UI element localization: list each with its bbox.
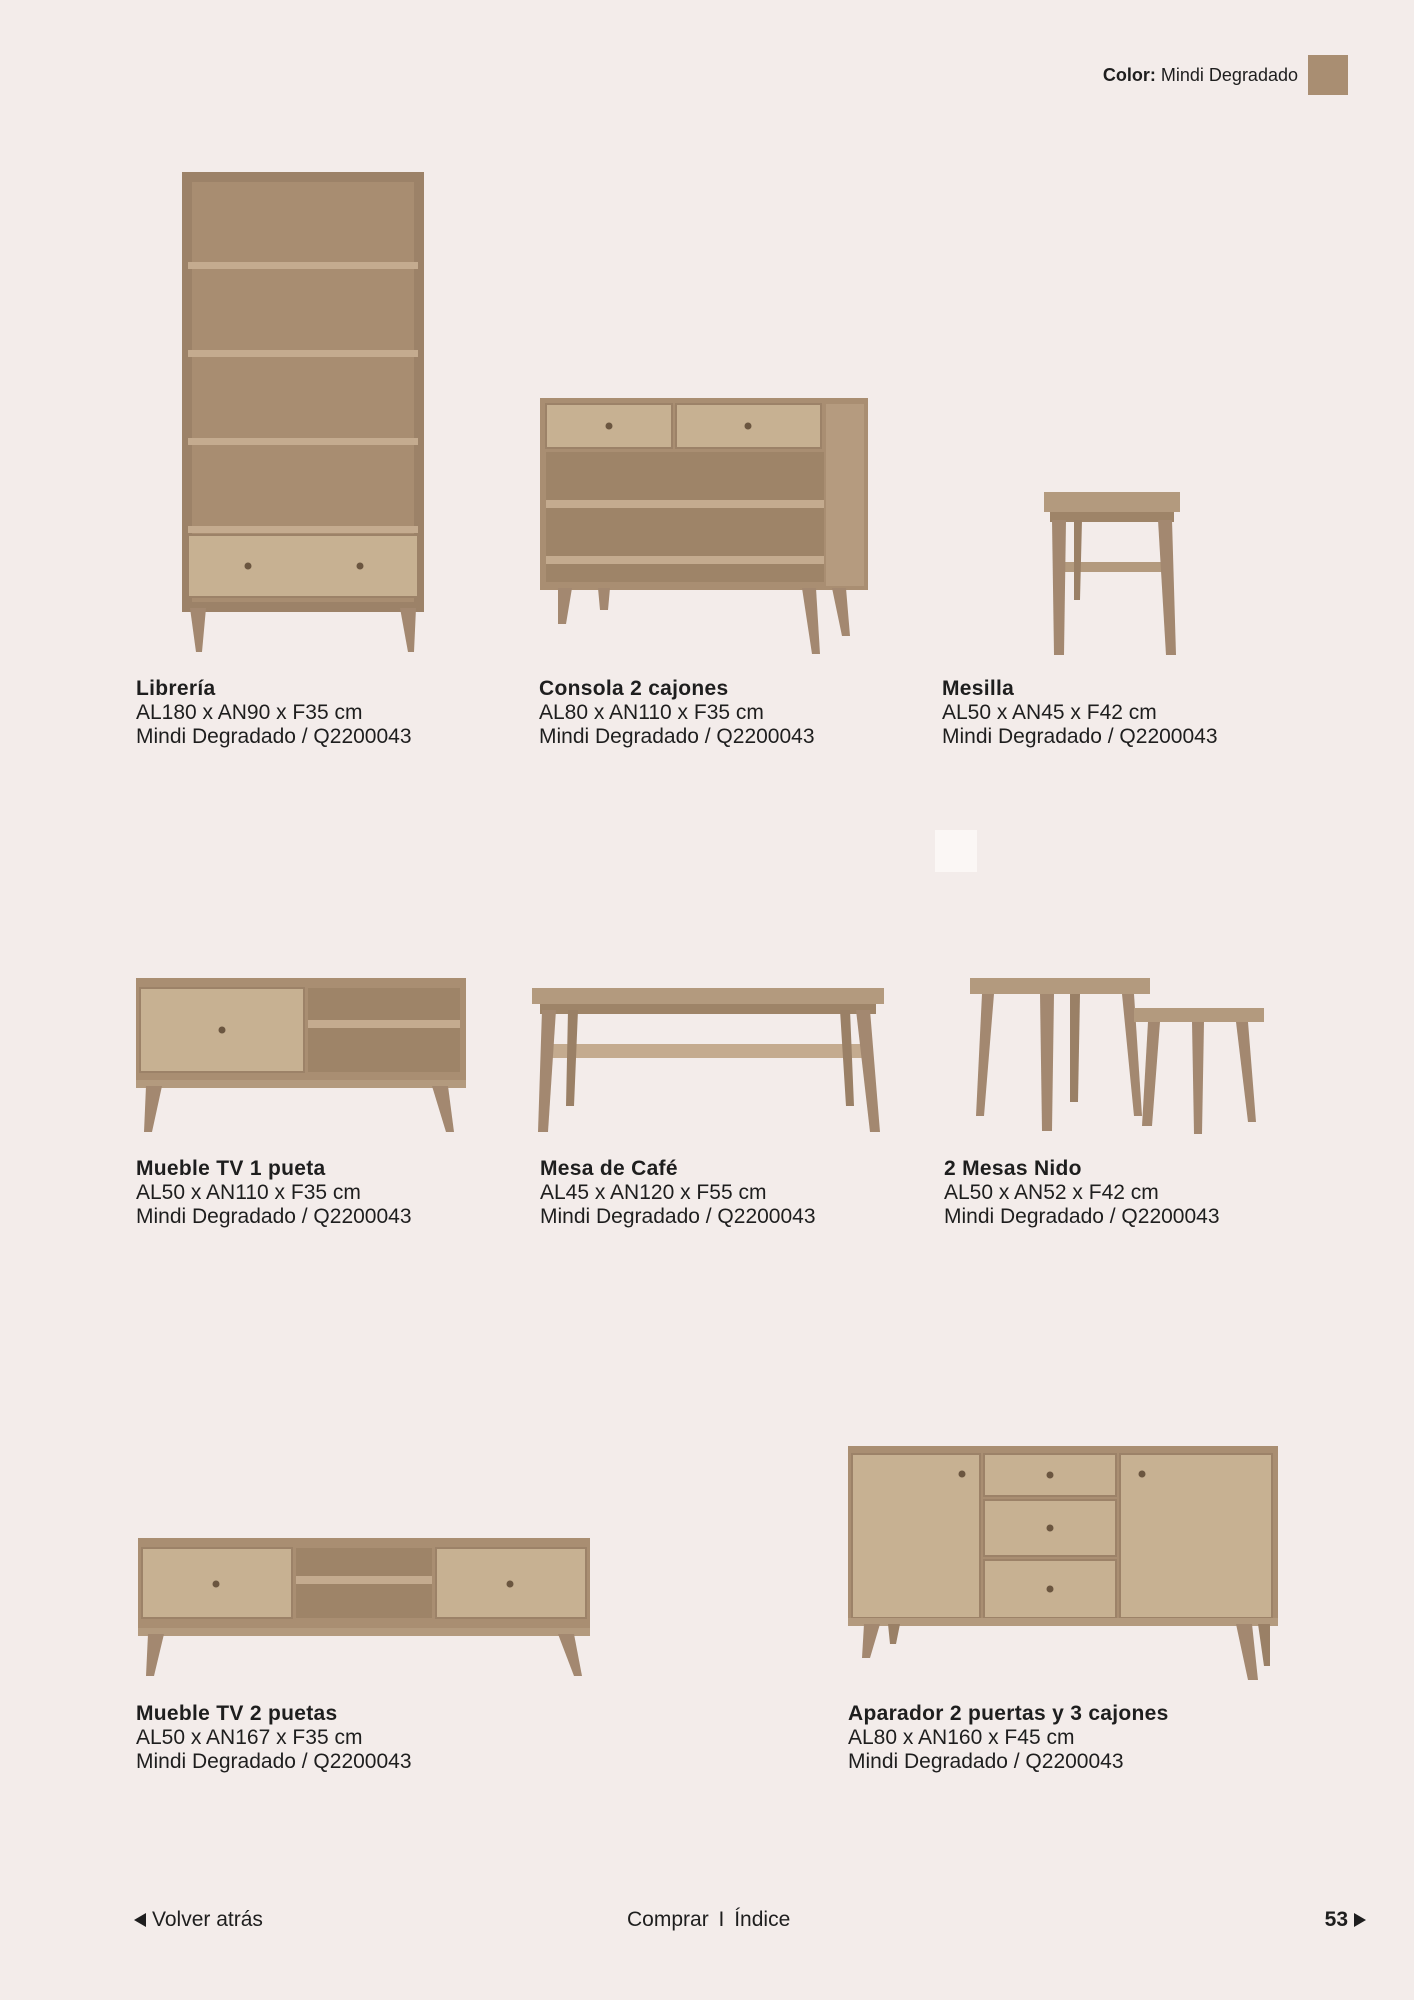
product-caption-mesas-nido	[944, 1157, 1220, 1229]
product-name: Mesilla	[942, 677, 1015, 700]
footer-center-nav	[627, 1908, 790, 1932]
product-finish: Mindi Degradado / Q2200043	[540, 1205, 816, 1228]
product-finish: Mindi Degradado / Q2200043	[848, 1750, 1124, 1773]
libreria-image	[180, 170, 430, 660]
mesilla-image	[1040, 490, 1184, 660]
nav-separator: I	[718, 1908, 725, 1931]
product-caption-mesa-cafe	[540, 1157, 816, 1229]
product-finish: Mindi Degradado / Q2200043	[539, 725, 815, 748]
mesas-nido-image	[966, 976, 1266, 1138]
next-page-link[interactable]	[1325, 1908, 1366, 1932]
color-info	[1103, 65, 1298, 86]
product-finish: Mindi Degradado / Q2200043	[136, 1750, 412, 1773]
product-dimensions: AL45 x AN120 x F55 cm	[540, 1181, 767, 1204]
back-label: Volver atrás	[152, 1908, 263, 1931]
color-swatch	[1308, 55, 1348, 95]
product-caption-mueble-tv-1	[136, 1157, 412, 1229]
product-finish: Mindi Degradado / Q2200043	[136, 1205, 412, 1228]
product-finish: Mindi Degradado / Q2200043	[944, 1205, 1220, 1228]
product-name: Mesa de Café	[540, 1157, 678, 1180]
product-dimensions: AL50 x AN52 x F42 cm	[944, 1181, 1159, 1204]
product-caption-mesilla	[942, 677, 1218, 749]
product-name: Mueble TV 2 puetas	[136, 1702, 338, 1725]
buy-link[interactable]: Comprar	[627, 1908, 709, 1931]
product-finish: Mindi Degradado / Q2200043	[136, 725, 412, 748]
color-tag	[1103, 55, 1348, 95]
product-dimensions: AL80 x AN110 x F35 cm	[539, 701, 764, 724]
product-caption-mueble-tv-2	[136, 1702, 412, 1774]
arrow-right-icon	[1354, 1913, 1366, 1927]
product-dimensions: AL50 x AN45 x F42 cm	[942, 701, 1157, 724]
mesa-cafe-image	[530, 986, 886, 1136]
color-value: Mindi Degradado	[1160, 64, 1298, 85]
consola-image	[538, 396, 870, 656]
product-finish: Mindi Degradado / Q2200043	[942, 725, 1218, 748]
mueble-tv-2-image	[136, 1536, 592, 1680]
color-label: Color:	[1102, 64, 1156, 85]
back-link[interactable]	[134, 1908, 263, 1932]
decorative-square	[935, 830, 977, 872]
product-name: Aparador 2 puertas y 3 cajones	[848, 1702, 1169, 1725]
product-name: Mueble TV 1 pueta	[136, 1157, 326, 1180]
aparador-image	[846, 1444, 1280, 1684]
product-caption-libreria	[136, 677, 412, 749]
mueble-tv-1-image	[134, 976, 468, 1136]
product-caption-aparador	[848, 1702, 1169, 1774]
product-name: 2 Mesas Nido	[944, 1157, 1082, 1180]
page-number: 53	[1324, 1908, 1348, 1931]
product-dimensions: AL50 x AN167 x F35 cm	[136, 1726, 363, 1749]
product-name: Librería	[136, 677, 216, 700]
product-dimensions: AL180 x AN90 x F35 cm	[136, 701, 363, 724]
arrow-left-icon	[134, 1913, 146, 1927]
product-caption-consola	[539, 677, 815, 749]
product-dimensions: AL50 x AN110 x F35 cm	[136, 1181, 361, 1204]
product-dimensions: AL80 x AN160 x F45 cm	[848, 1726, 1075, 1749]
product-name: Consola 2 cajones	[539, 677, 729, 700]
index-link[interactable]: Índice	[734, 1908, 791, 1931]
